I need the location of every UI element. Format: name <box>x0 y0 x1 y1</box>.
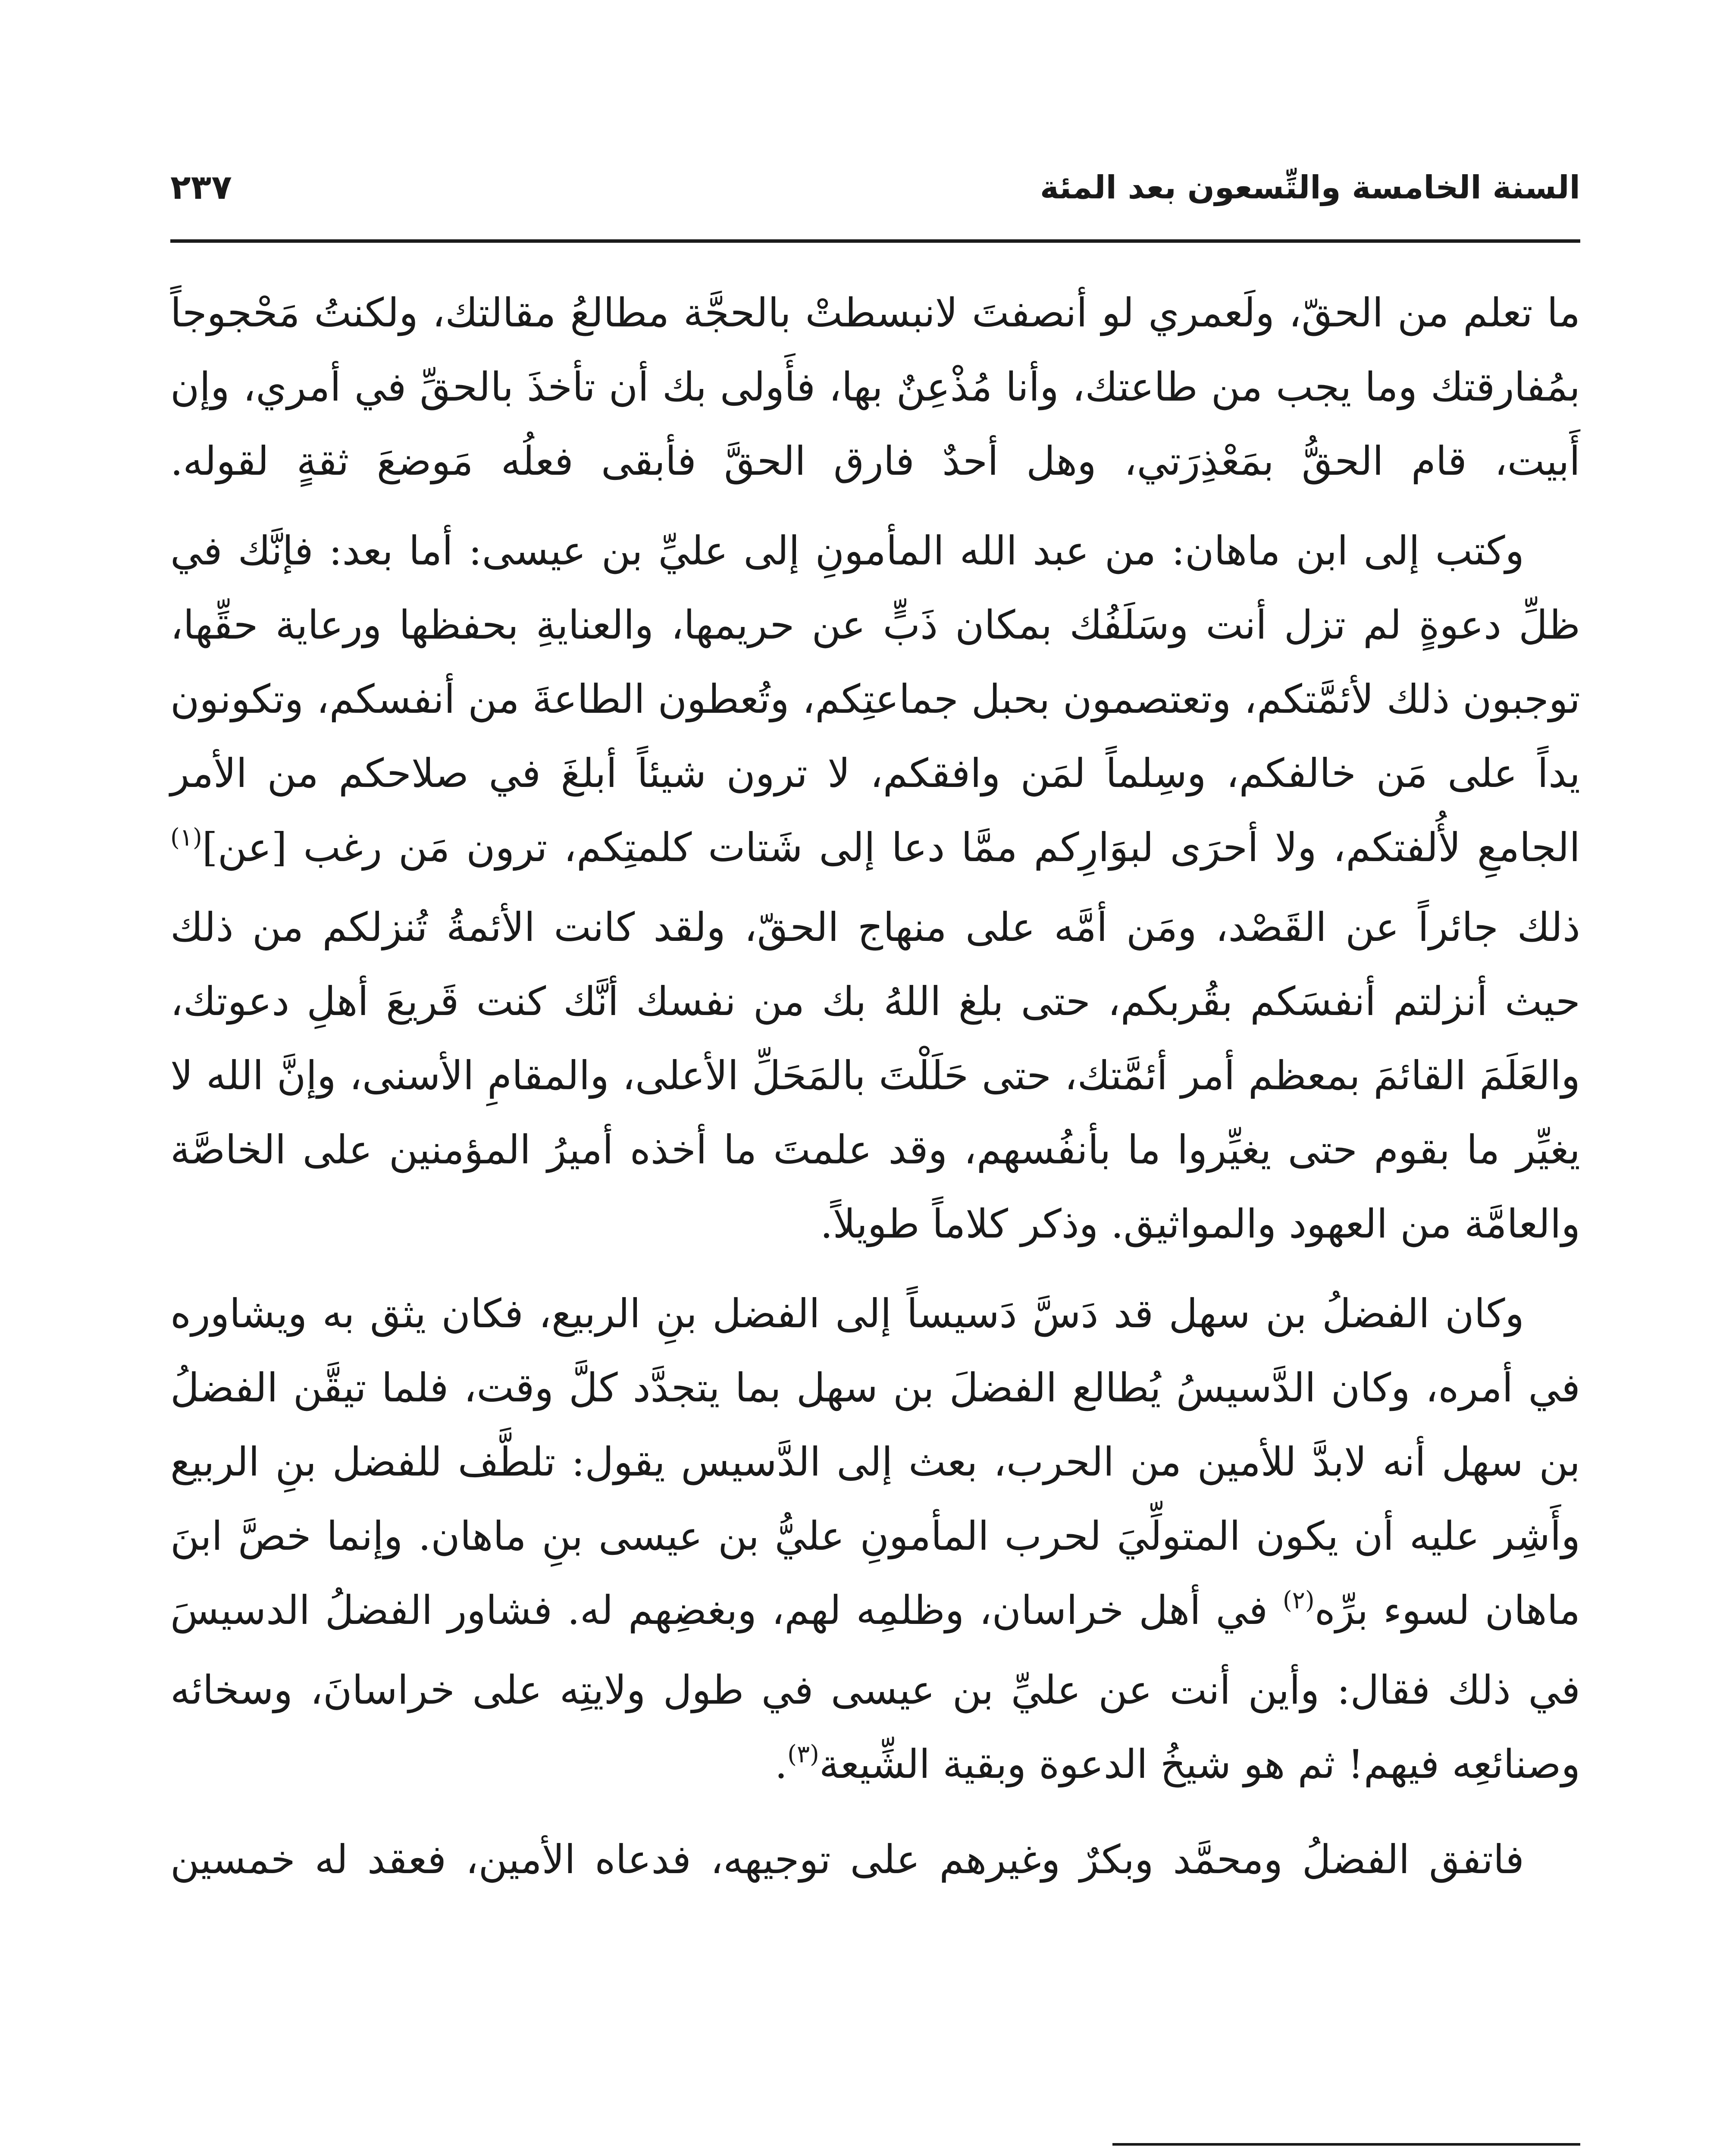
page-header <box>170 155 1580 220</box>
paragraph-text: . <box>774 1741 788 1787</box>
paragraph <box>170 1277 1580 1807</box>
paragraph-text: وكان الفضلُ بن سهل قد دَسَّ دَسيساً إلى الفضل بنِ الربيع، فكان يثق به ويشاوره في أمره، وكان الدَّسيسُ يُطالع الفضلَ بن سهل بما يتجدَّد كلَّ وقت، فلما تيقَّن الفضلُ بن سهل أنه لابدَّ للأمين من الحرب، بعث إلى الدَّسيس يقول: تلطَّف للفضل بنِ الربيع وأَشِر عليه أن يكون المتولِّيَ لحرب المأمونِ عليُّ بن عيسى بنِ ماهان. وإنما خصَّ ابنَ ماهان لسوء برِّه <box>170 1291 1580 1633</box>
main-text <box>170 276 1580 1912</box>
paragraph <box>170 514 1580 1261</box>
paragraph <box>170 276 1580 498</box>
footnote-reference[interactable]: (٢) <box>1282 1586 1315 1614</box>
paragraph-text: وكتب إلى ابن ماهان: من عبد الله المأمونِ إلى عليِّ بن عيسى: أما بعد: فإنَّك في ظلِّ دعوةٍ لم تزل أنت وسَلَفُك بمكان ذَبٍّ عن حريمها، والعنايةِ بحفظها ورعاية حقِّها، توجبون ذلك لأئمَّتكم، وتعتصمون بحبل جماعتِكم، وتُعطون الطاعةَ من أنفسكم، وتكونون يداً على مَن خالفكم، وسِلماً لمَن وافقكم، لا ترون شيئاً أبلغَ في صلاحكم من الأمر الجامعِ لأُلفتكم، ولا أحرَى لبوَارِكم ممَّا دعا إلى شَتات كلمتِكم، ترون مَن رغب [عن] <box>170 528 1580 871</box>
paragraph-text: فاتفق الفضلُ ومحمَّد وبكرٌ وغيرهم على توجيهه، فدعاه الأمين، فعقد له خمسين <box>170 1836 1524 1883</box>
page-number: ٢٣٧ <box>170 168 232 207</box>
paragraph-text: في أهل خراسان، وظلمِه لهم، وبغضِهم له. فشاور الفضلُ الدسيسَ في ذلك فقال: وأين أنت عن عليِّ بن عيسى في طول ولايتِه على خراسانَ، وسخائه وصنائعِه فيهم! ثم هو شيخُ الدعوة وبقية الشِّيعة <box>170 1587 1580 1787</box>
footnote-rule <box>1112 2143 1580 2146</box>
paragraph-text: ذلك جائراً عن القَصْد، ومَن أمَّه على منهاج الحقّ، ولقد كانت الأئمةُ تُنزلكم من ذلك حيث أنزلتم أنفسَكم بقُربكم، حتى بلغ اللهُ بك من نفسك أنَّك كنت قَريعَ أهلِ دعوتك، والعَلَمَ القائمَ بمعظم أمر أئمَّتك، حتى حَلَلْتَ بالمَحَلِّ الأعلى، والمقامِ الأسنى، وإنَّ الله لا يغيِّر ما بقوم حتى يغيِّروا ما بأنفُسهم، وقد علمتَ ما أخذه أميرُ المؤمنين على الخاصَّة والعامَّة من العهود والمواثيق. وذكر كلاماً طويلاً. <box>170 904 1580 1247</box>
paragraph <box>170 1823 1580 1897</box>
footnote-reference[interactable]: (١) <box>170 824 202 852</box>
paragraph-text: ما تعلم من الحقّ، ولَعمري لو أنصفتَ لانبسطتْ بالحجَّة مطالعُ مقالتك، ولكنتُ مَحْجوجاً بمُفارقتك وما يجب من طاعتك، وأنا مُذْعِنٌ بها، فأَولى بك أن تأخذَ بالحقِّ في أمري، وإن أَبيت، قام الحقُّ بمَعْذِرَتي، وهل أحدٌ فارق الحقَّ فأبقى فعلُه مَوضعَ ثقةٍ لقوله. <box>170 290 1580 484</box>
running-title: السنة الخامسة والتِّسعون بعد المئة <box>1040 169 1580 206</box>
header-rule <box>170 239 1580 243</box>
footnote-reference[interactable]: (٣) <box>787 1740 819 1768</box>
